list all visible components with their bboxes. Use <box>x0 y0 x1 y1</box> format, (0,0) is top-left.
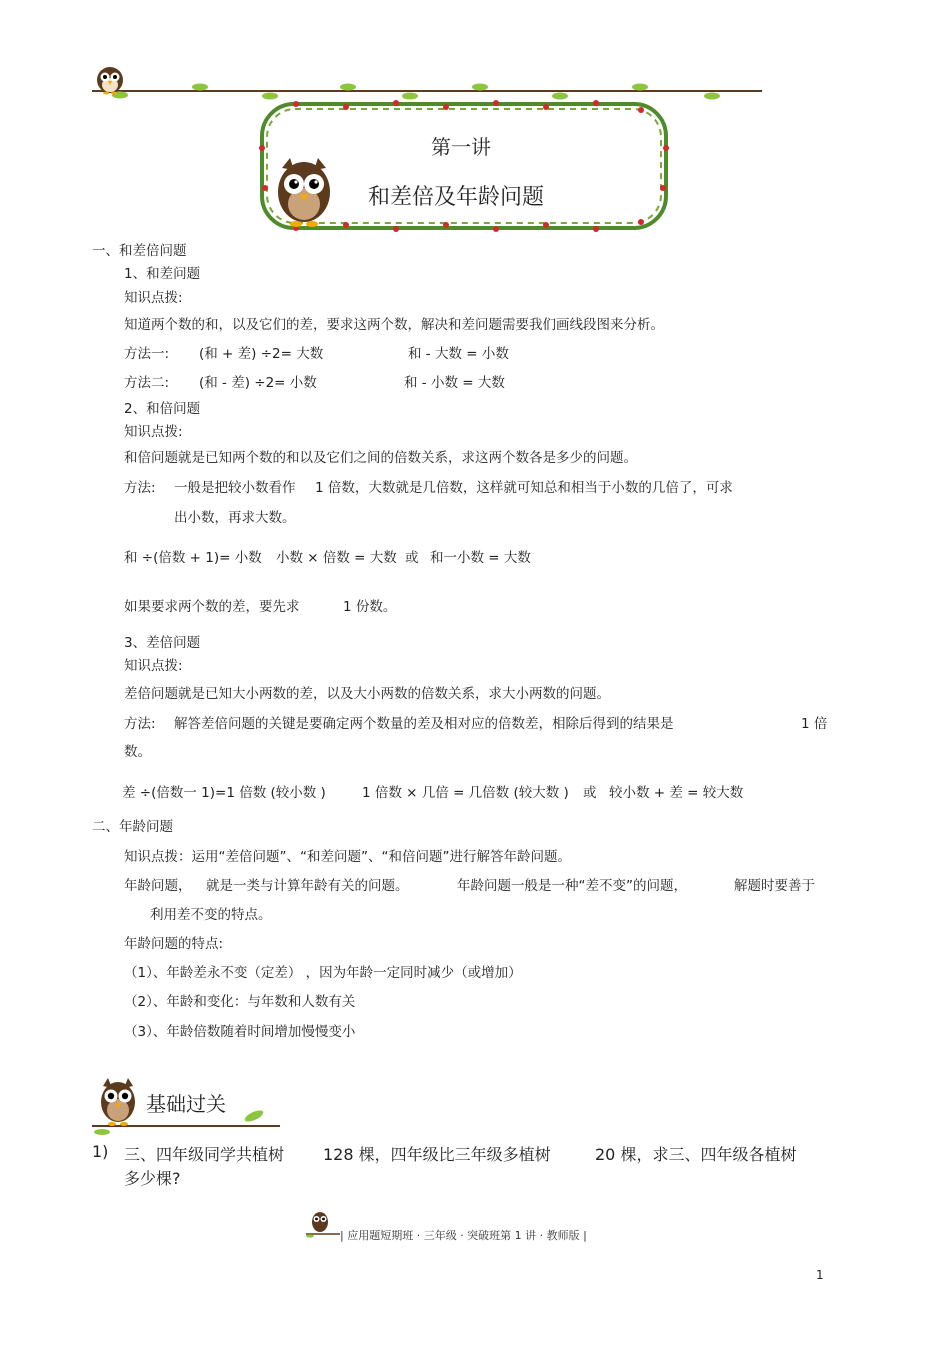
paragraph: 解题时要善于 <box>734 878 815 894</box>
method-label: 方法二: <box>124 375 170 391</box>
list-item: （1）、年龄差永不变（定差） ，因为年龄一定同时减少（或增加） <box>124 965 522 981</box>
formula: 和一小数 = 大数 <box>430 550 531 566</box>
formula-or: 或 <box>405 550 419 566</box>
formula-or: 或 <box>583 785 597 801</box>
subsection-title: 1、和差问题 <box>124 266 201 282</box>
owl-icon <box>94 66 128 100</box>
formula: 差 ÷(倍数一 1)=1 倍数 (较小数 ) <box>122 785 326 801</box>
tips-label: 知识点拨: <box>124 658 183 674</box>
subsection-title: 2、和倍问题 <box>124 401 201 417</box>
paragraph: 就是一类与计算年龄有关的问题。 <box>206 878 409 894</box>
paragraph: 差倍问题就是已知大小两数的差，以及大小两数的倍数关系，求大小两数的问题。 <box>124 686 610 702</box>
paragraph: 如果要求两个数的差，要先求 <box>124 599 300 615</box>
paragraph: 出小数，再求大数。 <box>174 510 296 526</box>
list-item: （2）、年龄和变化：与年数和人数有关 <box>124 994 356 1010</box>
formula: 1 倍数 × 几倍 = 几倍数 (较大数 ) <box>362 785 569 801</box>
method-label: 方法: <box>124 716 156 732</box>
page-title: 和差倍及年龄问题 <box>368 185 545 210</box>
method-label: 方法一: <box>124 346 170 362</box>
lecture-number: 第一讲 <box>431 135 491 159</box>
tips-paragraph: 知识点拨：运用“差倍问题”、“和差问题”、“和倍问题”进行解答年龄问题。 <box>124 849 571 865</box>
method-label: 方法: <box>124 480 156 496</box>
paragraph: 年龄问题， <box>124 878 192 894</box>
top-branch-decoration <box>0 0 950 110</box>
paragraph: 数。 <box>124 744 151 760</box>
question-text: 多少棵? <box>124 1169 181 1188</box>
formula: (和 + 差) ÷2= 大数 <box>199 346 324 362</box>
footer-text: | 应用题短期班 · 三年级 · 突破班第 1 讲 · 教师版 | <box>340 1229 587 1242</box>
formula: 和 ÷(倍数 + 1)= 小数 <box>124 550 262 566</box>
formula: 小数 × 倍数 = 大数 <box>276 550 397 566</box>
question-number: 1) <box>92 1142 109 1161</box>
paragraph: 知道两个数的和，以及它们的差，要求这两个数，解决和差问题需要我们画线段图来分析。 <box>124 317 664 333</box>
formula: 较小数 + 差 = 较大数 <box>609 785 744 801</box>
features-label: 年龄问题的特点: <box>124 936 224 952</box>
tips-label: 知识点拨: <box>124 424 183 440</box>
paragraph: 利用差不变的特点。 <box>150 907 272 923</box>
section-heading: 二、年龄问题 <box>92 819 173 835</box>
formula: 和 - 大数 = 小数 <box>408 346 509 362</box>
tips-label: 知识点拨: <box>124 290 183 306</box>
owl-icon <box>98 1078 140 1128</box>
formula: 和 - 小数 = 大数 <box>404 375 505 391</box>
paragraph: 一般是把较小数看作 <box>174 480 296 496</box>
paragraph: 年龄问题一般是一种“差不变”的问题， <box>457 878 687 894</box>
question-text: 20 棵，求三、四年级各植树 <box>595 1145 797 1164</box>
subsection-title: 3、差倍问题 <box>124 635 201 651</box>
paragraph: 1 份数。 <box>343 599 397 615</box>
owl-mascot-icon <box>276 158 336 232</box>
paragraph: 1 倍数，大数就是几倍数，这样就可知总和相当于小数的几倍了，可求 <box>315 480 733 496</box>
formula: (和 - 差) ÷2= 小数 <box>199 375 317 391</box>
paragraph: 1 倍 <box>801 716 828 732</box>
footer-owl-icon <box>306 1210 342 1240</box>
paragraph: 和倍问题就是已知两个数的和以及它们之间的倍数关系，求这两个数各是多少的问题。 <box>124 450 637 466</box>
question-text: 128 棵，四年级比三年级多植树 <box>323 1145 551 1164</box>
page-number: 1 <box>816 1268 824 1282</box>
paragraph: 解答差倍问题的关键是要确定两个数量的差及相对应的倍数差，相除后得到的结果是 <box>174 716 674 732</box>
list-item: （3）、年龄倍数随着时间增加慢慢变小 <box>124 1024 356 1040</box>
practice-heading: 基础过关 <box>146 1092 226 1116</box>
section-heading: 一、和差倍问题 <box>92 243 187 259</box>
question-text: 三、四年级同学共植树 <box>124 1145 285 1164</box>
